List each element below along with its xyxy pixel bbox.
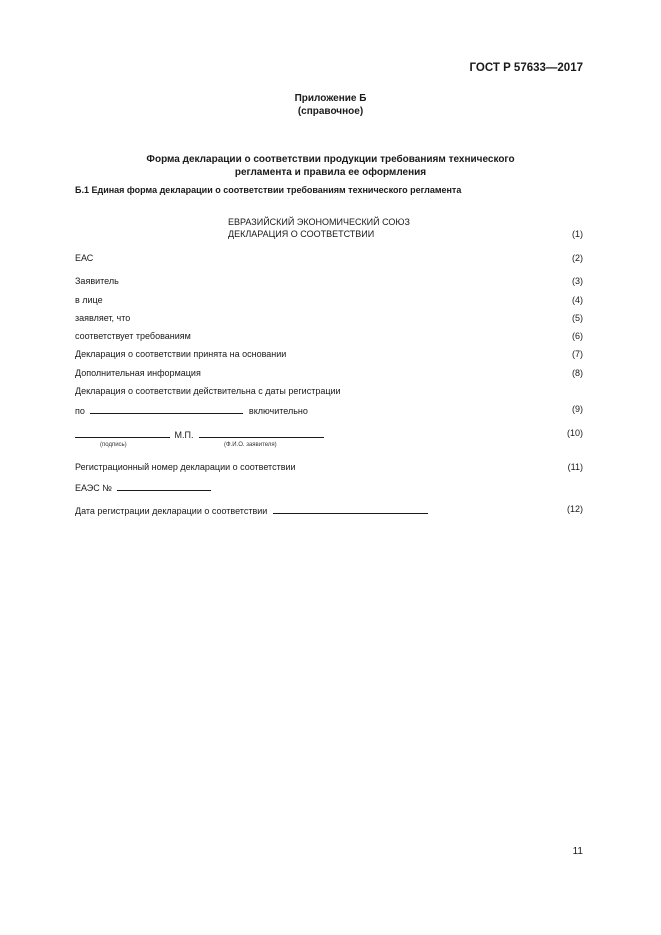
field-number: (10): [566, 428, 583, 438]
form-row-7: [75, 349, 583, 361]
valid-to-prefix: по: [75, 406, 85, 416]
appendix-subtitle: (справочное): [297, 106, 364, 117]
section-title: Б.1 Единая форма декларации о соответствии требованиям технического регламента: [75, 185, 462, 195]
reg-date-line[interactable]: [273, 504, 428, 514]
field-number: (7): [572, 349, 583, 359]
field-number: (1): [572, 229, 583, 239]
form-title: [0, 153, 661, 179]
appendix-heading: [0, 92, 661, 118]
field-number: (12): [566, 504, 583, 514]
field-number: (8): [572, 368, 583, 378]
form-title-line-2: регламента и правила ее оформления: [234, 167, 427, 178]
form-title-line-1: Форма декларации о соответствии продукции требованиям технического: [146, 154, 515, 165]
form-row-2: [75, 253, 583, 265]
stamp-label: М.П.: [174, 430, 194, 440]
form-row-9: [75, 404, 583, 416]
eac-label: ЕАС: [75, 253, 94, 263]
applicant-name-line[interactable]: [199, 428, 324, 438]
applicant-label: Заявитель: [75, 276, 119, 286]
signature-line[interactable]: [75, 428, 170, 438]
form-row-eaes: [75, 481, 583, 493]
reg-date-label: Дата регистрации декларации о соответствии: [75, 506, 268, 516]
eaes-number-line[interactable]: [117, 481, 211, 491]
complies-label: соответствует требованиям: [75, 331, 191, 341]
represented-by-label: в лице: [75, 295, 103, 305]
field-number: (3): [572, 276, 583, 286]
additional-info-label: Дополнительная информация: [75, 368, 201, 378]
page-number: 11: [572, 846, 583, 857]
valid-to-suffix: включительно: [248, 406, 308, 416]
form-row-4: [75, 295, 583, 307]
field-number: (6): [572, 331, 583, 341]
form-row-12: [75, 504, 583, 516]
form-row-1: [75, 229, 583, 241]
valid-to-date-line[interactable]: [90, 404, 243, 414]
form-row-6: [75, 331, 583, 343]
form-row-5: [75, 313, 583, 325]
field-number: (9): [572, 404, 583, 414]
basis-label: Декларация о соответствии принята на основании: [75, 349, 287, 359]
form-row-11: [75, 462, 583, 474]
standard-designation: ГОСТ Р 57633—2017: [469, 62, 583, 74]
appendix-title: Приложение Б: [294, 93, 367, 104]
declares-label: заявляет, что: [75, 313, 131, 323]
field-number: (2): [572, 253, 583, 263]
reg-number-label: Регистрационный номер декларации о соответствии: [75, 462, 296, 472]
union-heading: ЕВРАЗИЙСКИЙ ЭКОНОМИЧЕСКИЙ СОЮЗ: [228, 217, 410, 227]
form-row-10: [75, 428, 583, 440]
eaes-label: ЕАЭС №: [75, 483, 112, 493]
form-row-8: [75, 368, 583, 380]
field-number: (11): [567, 462, 583, 472]
field-number: (5): [572, 313, 583, 323]
declaration-heading: ДЕКЛАРАЦИЯ О СООТВЕТСТВИИ: [228, 229, 375, 239]
form-row-3: [75, 276, 583, 288]
field-number: (4): [572, 295, 583, 305]
validity-label: Декларация о соответствии действительна с даты регистрации: [75, 386, 341, 396]
applicant-name-caption: (Ф.И.О. заявителя): [224, 442, 277, 448]
form-row-validity: [75, 386, 583, 398]
signature-caption: (подпись): [100, 442, 127, 448]
